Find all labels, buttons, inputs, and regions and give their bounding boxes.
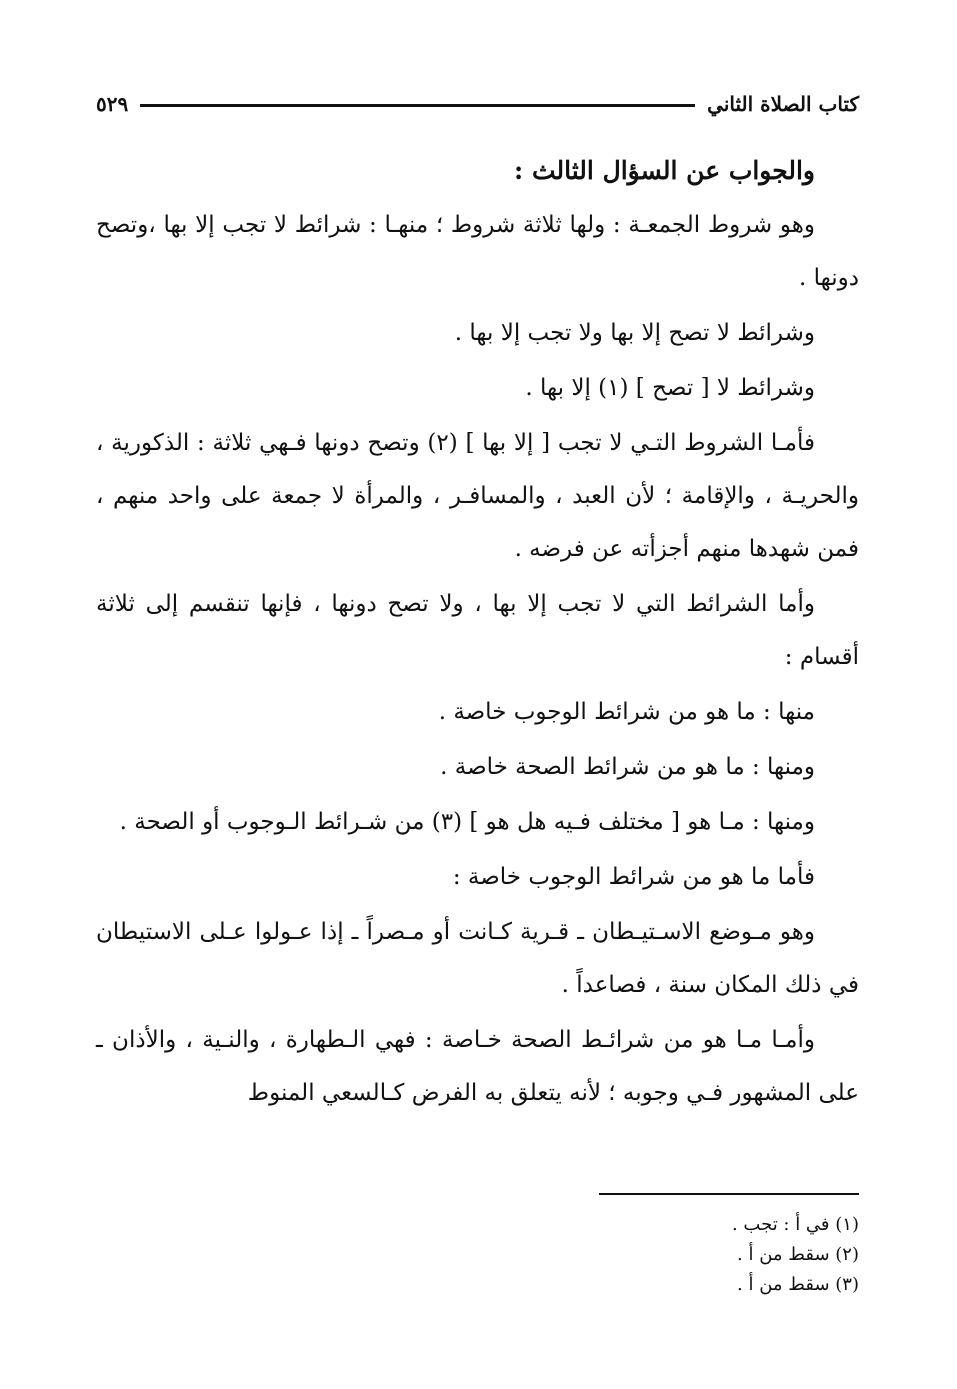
- paragraph: فأمـا الشروط التـي لا تجب [ إلا بها ] (٢) وتصح دونها فـهي ثلاثة : الذكورية ، والحريـة ، والإقامة ؛ لأن العبد ، والمسافـر ، والمرأة لا جمعة على واحد منهم ، فمن شهدها منهم أجزأته عن فرضه .: [96, 430, 859, 562]
- body-text: [96, 144, 859, 1122]
- paragraph: منها : ما هو من شرائط الوجوب خاصة .: [438, 699, 815, 725]
- paragraph: فأما ما هو من شرائط الوجوب خاصة :: [452, 864, 815, 890]
- header-title: كتاب الصلاة الثاني: [707, 92, 859, 116]
- paragraph: ومنها : ما هو من شرائط الصحة خاصة .: [440, 754, 815, 780]
- running-header: [96, 84, 859, 124]
- paragraph: وهو شروط الجمعـة : ولها ثلاثة شروط ؛ منهـا : شرائط لا تجب إلا بها ،وتصح دونها .: [96, 212, 859, 291]
- footnote-rule: [599, 1193, 859, 1195]
- footnotes: [359, 1210, 859, 1300]
- paragraph: وهو مـوضع الاسـتيـطان ـ قـرية كـانت أو مـصراً ـ إذا عـولوا عـلى الاستيطان في ذلك المكان سنة ، فصاعداً .: [96, 919, 859, 998]
- paragraph: ومنها : مـا هو [ مختلف فـيه هل هو ] (٣) من شـرائط الـوجوب أو الصحة .: [119, 809, 815, 835]
- paragraph: وأمـا مـا هو من شرائـط الصحة خـاصة : فهي الـطهارة ، والنـية ، والأذان ـ على المشهور فـي وجوبه ؛ لأنه يتعلق به الفرض كـالسعي المنوط: [96, 1027, 859, 1106]
- paragraph: وشرائط لا تصح إلا بها ولا تجب إلا بها .: [454, 320, 815, 346]
- footnote: (٣) سقط من أ .: [737, 1274, 859, 1295]
- section-heading: والجواب عن السؤال الثالث :: [514, 156, 815, 185]
- paragraph: وشرائط لا [ تصح ] (١) إلا بها .: [525, 375, 815, 401]
- footnote: (٢) سقط من أ .: [737, 1244, 859, 1265]
- paragraph: وأما الشرائط التي لا تجب إلا بها ، ولا تصح دونها ، فإنها تنقسم إلى ثلاثة أقسام :: [96, 591, 859, 670]
- page-number: ٥٢٩: [96, 92, 129, 116]
- header-rule: [140, 104, 695, 107]
- footnote: (١) في أ : تجب .: [731, 1214, 859, 1235]
